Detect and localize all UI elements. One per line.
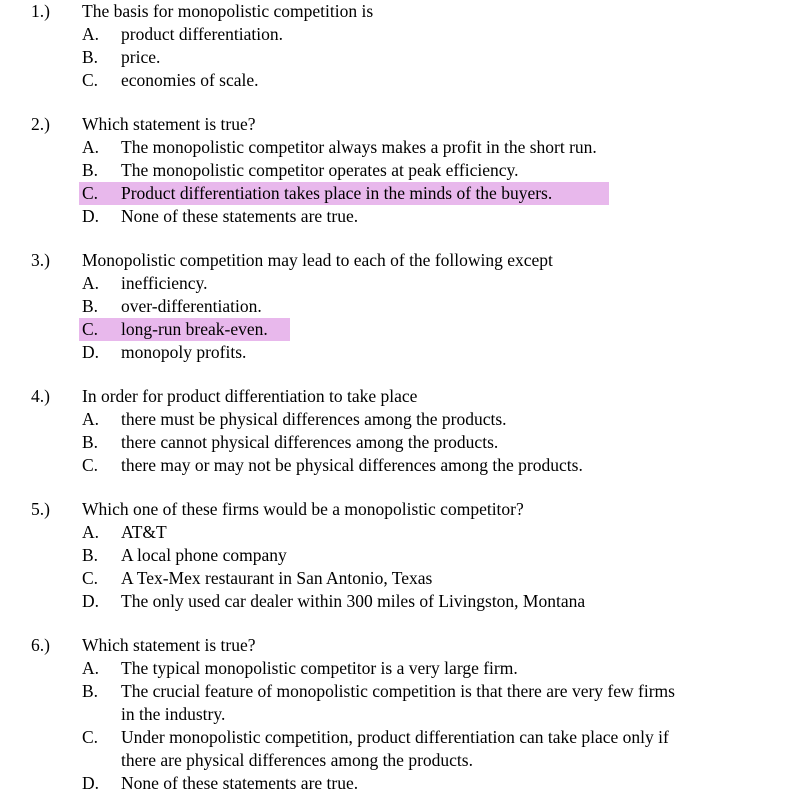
option-text: price.	[121, 47, 161, 67]
option-text: there must be physical differences among the products.	[121, 409, 507, 429]
question-number: 6.)	[31, 635, 50, 655]
option-letter: B.	[82, 296, 99, 316]
option-text-line: in the industry.	[121, 704, 226, 724]
option-letter: A.	[82, 409, 100, 429]
question-number: 3.)	[31, 250, 50, 270]
option-text: The only used car dealer within 300 miles of Livingston, Montana	[121, 591, 586, 611]
question-stem: In order for product differentiation to take place	[82, 386, 418, 406]
option-letter: C.	[82, 70, 99, 90]
option-letter: C.	[82, 183, 99, 203]
option-letter: D.	[82, 342, 100, 362]
question-stem: Monopolistic competition may lead to each of the following except	[82, 250, 553, 270]
question-stem: Which one of these firms would be a monopolistic competitor?	[82, 499, 524, 519]
option-text: product differentiation.	[121, 24, 283, 44]
option-text: None of these statements are true.	[121, 206, 359, 226]
question-number: 5.)	[31, 499, 50, 519]
option-letter: A.	[82, 137, 100, 157]
option-text: The monopolistic competitor operates at peak efficiency.	[121, 160, 519, 180]
option-letter: B.	[82, 432, 99, 452]
option-letter: B.	[82, 681, 99, 701]
question-stem: Which statement is true?	[82, 635, 256, 655]
option-letter: D.	[82, 773, 100, 793]
option-letter: C.	[82, 455, 99, 475]
option-text: monopoly profits.	[121, 342, 247, 362]
option-letter: C.	[82, 727, 99, 747]
question-stem: Which statement is true?	[82, 114, 256, 134]
option-letter: C.	[82, 319, 99, 339]
option-text: inefficiency.	[121, 273, 208, 293]
option-text: there may or may not be physical differences among the products.	[121, 455, 583, 475]
option-text-line: there are physical differences among the products.	[121, 750, 473, 770]
option-text: economies of scale.	[121, 70, 259, 90]
option-letter: D.	[82, 591, 100, 611]
question-number: 2.)	[31, 114, 50, 134]
option-letter: B.	[82, 160, 99, 180]
question-number: 4.)	[31, 386, 50, 406]
option-text: None of these statements are true.	[121, 773, 359, 793]
option-text-line: Under monopolistic competition, product differentiation can take place only if	[121, 727, 669, 747]
option-text: there cannot physical differences among the products.	[121, 432, 499, 452]
question-stem: The basis for monopolistic competition is	[82, 1, 374, 21]
option-text: A local phone company	[121, 545, 287, 565]
option-letter: A.	[82, 658, 100, 678]
option-text: The typical monopolistic competitor is a very large firm.	[121, 658, 518, 678]
option-text: AT&T	[121, 522, 167, 542]
question-number: 1.)	[31, 1, 50, 21]
option-text-highlighted: Product differentiation takes place in the minds of the buyers.	[121, 183, 553, 203]
option-letter: A.	[82, 522, 100, 542]
option-letter: C.	[82, 568, 99, 588]
option-letter: B.	[82, 545, 99, 565]
option-text: A Tex-Mex restaurant in San Antonio, Texas	[121, 568, 433, 588]
option-letter: A.	[82, 24, 100, 44]
option-text-line: The crucial feature of monopolistic competition is that there are very few firms	[121, 681, 675, 701]
option-letter: B.	[82, 47, 99, 67]
option-letter: D.	[82, 206, 100, 226]
option-text: over-differentiation.	[121, 296, 262, 316]
option-text-highlighted: long-run break-even.	[121, 319, 268, 339]
option-letter: A.	[82, 273, 100, 293]
option-text: The monopolistic competitor always makes a profit in the short run.	[121, 137, 597, 157]
